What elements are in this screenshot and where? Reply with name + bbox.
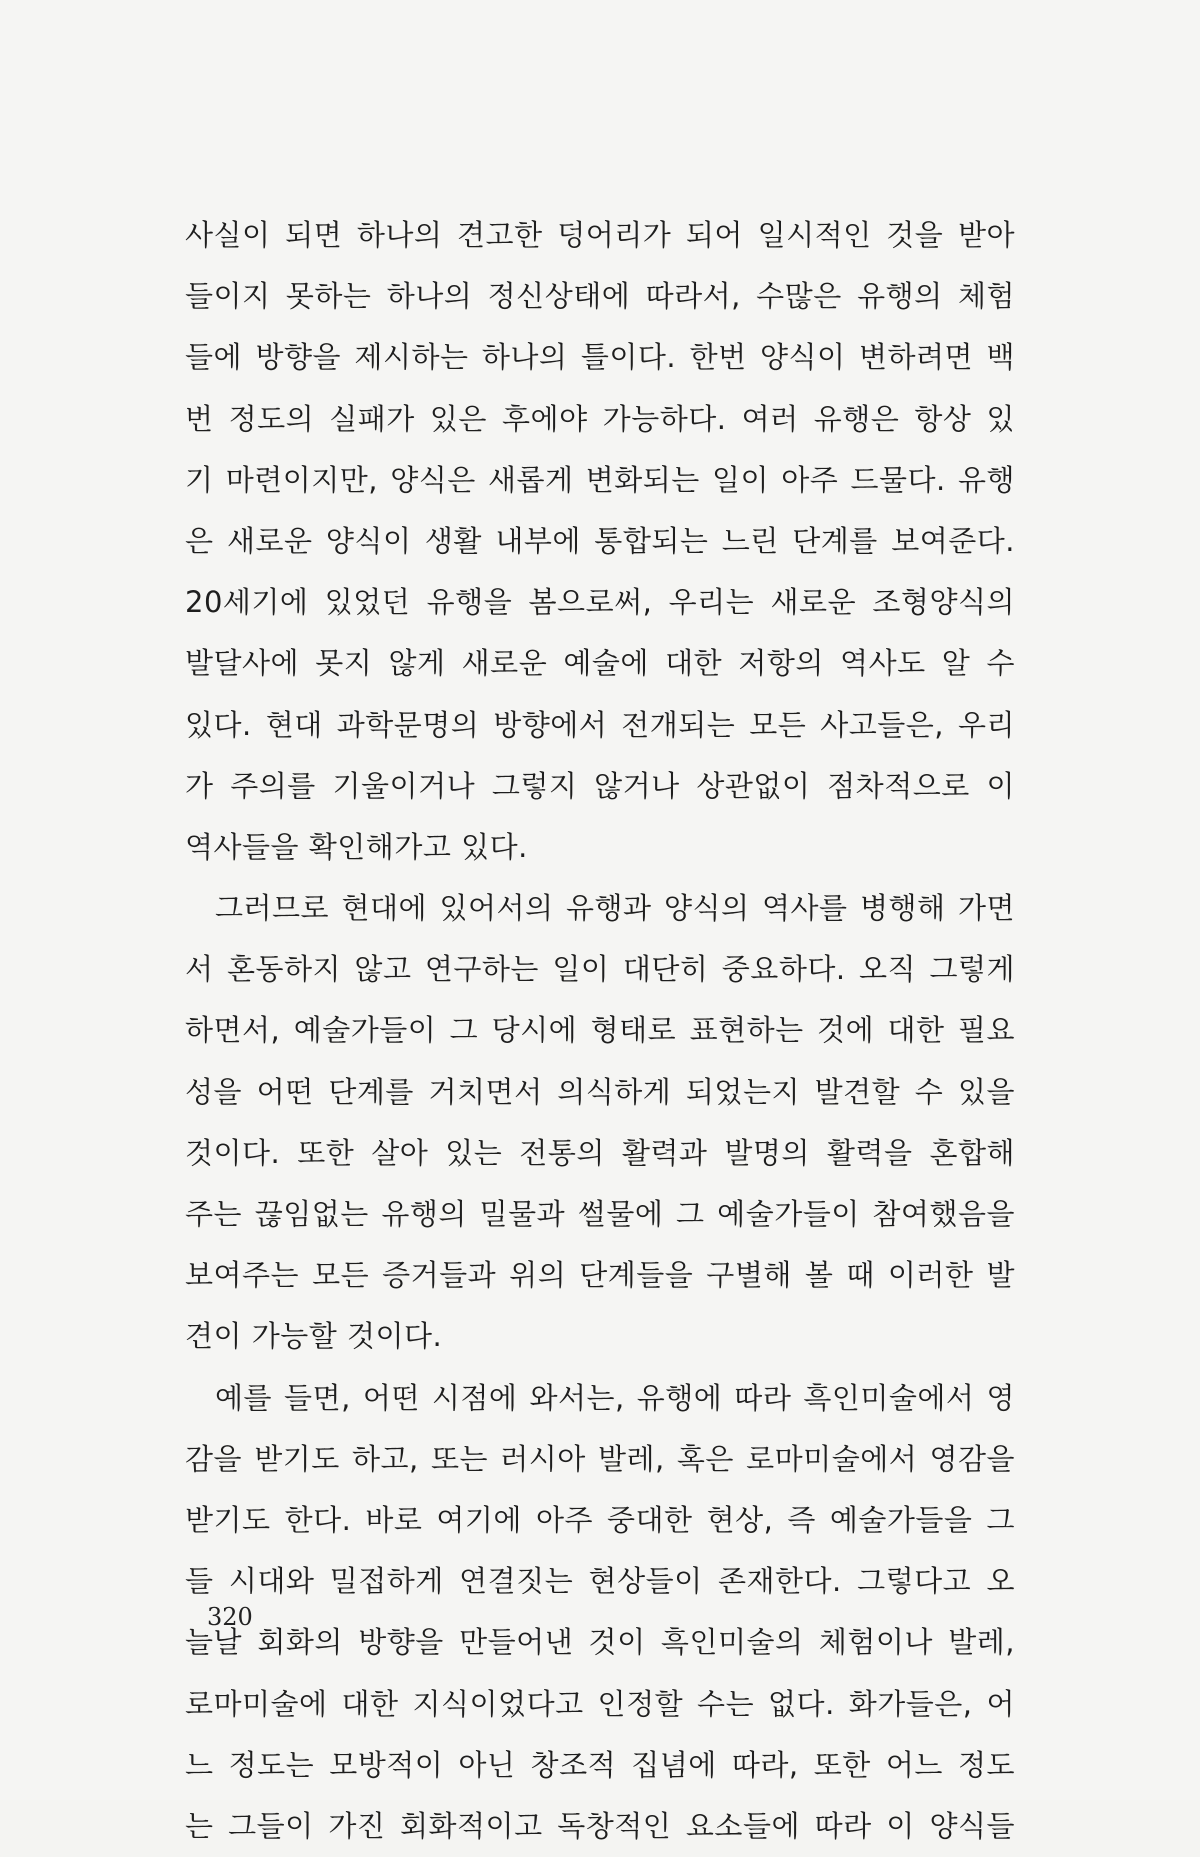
text-line: 로마미술에 대한 지식이었다고 인정할 수는 없다. 화가들은, 어 (185, 1686, 1015, 1721)
text-line: 번 정도의 실패가 있은 후에야 가능하다. 여러 유행은 항상 있 (185, 401, 1015, 436)
text-line: 들이지 못하는 하나의 정신상태에 따라서, 수많은 유행의 체험 (185, 279, 1015, 314)
text-line: 들 시대와 밀접하게 연결짓는 현상들이 존재한다. 그렇다고 오 (185, 1564, 1015, 1599)
text-line: 있다. 현대 과학문명의 방향에서 전개되는 모든 사고들은, 우리 (185, 707, 1015, 742)
text-line: 20세기에 있었던 유행을 봄으로써, 우리는 새로운 조형양식의 (185, 585, 1015, 620)
text-line: 가 주의를 기울이거나 그렇지 않거나 상관없이 점차적으로 이 (185, 768, 1015, 803)
text-line: 하면서, 예술가들이 그 당시에 형태로 표현하는 것에 대한 필요 (185, 1013, 1015, 1048)
text-line: 는 그들이 가진 회화적이고 독창적인 요소들에 따라 이 양식들 (185, 1808, 1015, 1843)
text-line: 은 새로운 양식이 생활 내부에 통합되는 느린 단계를 보여준다. (185, 523, 1015, 558)
paragraph-start-line: 그러므로 현대에 있어서의 유행과 양식의 역사를 병행해 가면 (215, 891, 1015, 926)
text-line: 사실이 되면 하나의 견고한 덩어리가 되어 일시적인 것을 받아 (185, 218, 1015, 252)
text-line: 견이 가능할 것이다. (185, 1319, 443, 1354)
text-line: 발달사에 못지 않게 새로운 예술에 대한 저항의 역사도 알 수 (185, 646, 1015, 681)
text-line: 느 정도는 모방적이 아닌 창조적 집념에 따라, 또한 어느 정도 (185, 1747, 1015, 1782)
page-number: 320 (207, 1603, 253, 1631)
text-line: 기 마련이지만, 양식은 새롭게 변화되는 일이 아주 드물다. 유행 (185, 462, 1015, 497)
text-line: 역사들을 확인해가고 있다. (185, 829, 528, 864)
text-line: 것이다. 또한 살아 있는 전통의 활력과 발명의 활력을 혼합해 (185, 1135, 1015, 1170)
text-line: 감을 받기도 하고, 또는 러시아 발레, 혹은 로마미술에서 영감을 (185, 1441, 1015, 1476)
text-line: 주는 끊임없는 유행의 밀물과 썰물에 그 예술가들이 참여했음을 (185, 1197, 1015, 1231)
text-line: 늘날 회화의 방향을 만들어낸 것이 흑인미술의 체험이나 발레, (185, 1625, 1015, 1660)
text-line: 서 혼동하지 않고 연구하는 일이 대단히 중요하다. 오직 그렇게 (185, 952, 1015, 987)
text-line: 받기도 한다. 바로 여기에 아주 중대한 현상, 즉 예술가들을 그 (185, 1502, 1015, 1537)
text-line: 성을 어떤 단계를 거치면서 의식하게 되었는지 발견할 수 있을 (185, 1074, 1015, 1109)
text-line: 보여주는 모든 증거들과 위의 단계들을 구별해 볼 때 이러한 발 (185, 1258, 1015, 1293)
body-text (185, 205, 1015, 1857)
text-line: 들에 방향을 제시하는 하나의 틀이다. 한번 양식이 변하려면 백 (185, 340, 1015, 375)
paragraph-start-line: 예를 들면, 어떤 시점에 와서는, 유행에 따라 흑인미술에서 영 (215, 1380, 1015, 1415)
